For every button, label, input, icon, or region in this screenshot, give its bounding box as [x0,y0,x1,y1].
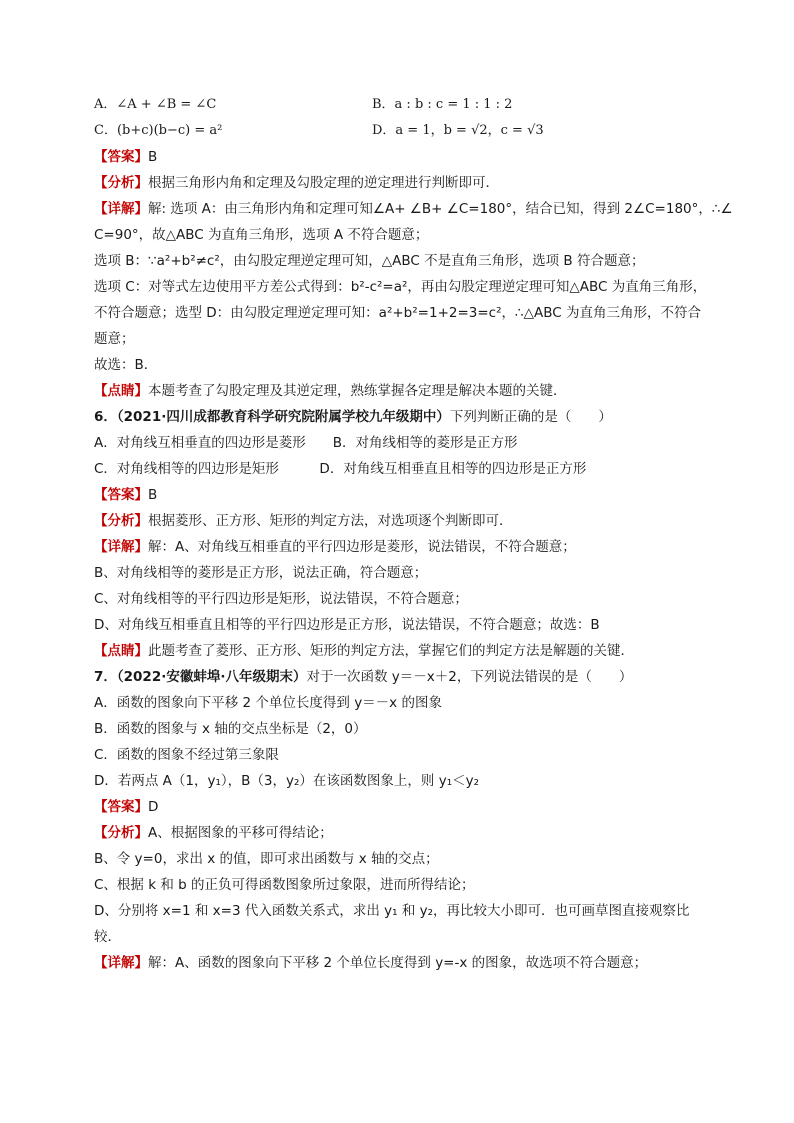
answer-tag: 【答案】 [94,799,148,815]
q7-analysis-line-2: B、令 y=0，求出 x 的值，即可求出函数与 x 轴的交点； [94,851,439,867]
q7-analysis-line-3: C、根据 k 和 b 的正负可得函数图象所过象限，进而所得结论； [94,877,475,893]
q6-answer [94,482,704,508]
q5-comment [94,378,704,404]
q7-analysis-line-5: 较． [94,929,121,945]
q5-options-cd [94,118,704,144]
analysis-tag: 【分析】 [94,825,148,841]
q5-detail-line-1 [94,196,733,222]
q7-answer [94,794,704,820]
q7-source: 7．（2022·安徽蚌埠·八年级期末） [94,669,307,685]
q6-stem: 下列判断正确的是（ ） [449,409,612,425]
q5-options-ab [94,92,704,118]
answer-tag: 【答案】 [94,487,148,503]
q5-detail-line-3: 选项 B：∵a²+b²≠c²，由勾股定理逆定理可知，△ABC 不是直角三角形，选项 B 符合题意； [94,253,645,269]
q7-analysis-text: A、根据图象的平移可得结论； [148,825,333,841]
q5-detail-text-1: 解: 选项 A：由三角形内角和定理可知∠A+ ∠B+ ∠C=180°，结合已知，得到 2∠C=180°，∴∠ [148,201,733,217]
analysis-tag: 【分析】 [94,513,148,529]
q5-detail-line-5: 不符合题意；选型 D：由勾股定理逆定理可知：a²+b²=1+2=3=c²，∴△ABC 为直角三角形，不符合 [94,305,701,321]
q6-analysis-text: 根据菱形、正方形、矩形的判定方法，对选项逐个判断即可． [148,513,513,529]
q7-heading [94,664,704,690]
detail-tag: 【详解】 [94,955,148,971]
q6-detail-text-1: 解：A、对角线互相垂直的平行四边形是菱形，说法错误，不符合题意； [148,539,576,555]
q5-option-c: C．(b+c)(b−c) = a² [94,123,223,138]
q6-answer-value: B [148,487,158,503]
q5-option-b: B．a : b : c = 1 : 1 : 2 [372,97,513,112]
q7-option-a: A．函数的图象向下平移 2 个单位长度得到 y＝－x 的图象 [94,695,442,711]
q5-detail-line-4: 选项 C：对等式左边使用平方差公式得到：b²-c²=a²，再由勾股定理逆定理可知△ABC 为直角三角形， [94,279,707,295]
q6-source: 6．（2021·四川成都教育科学研究院附属学校九年级期中） [94,409,450,425]
q5-answer [94,144,704,170]
detail-tag: 【详解】 [94,539,148,555]
detail-tag: 【详解】 [94,201,148,217]
q5-detail-line-6: 题意； [94,331,135,347]
q6-detail-line-2: B、对角线相等的菱形是正方形，说法正确，符合题意； [94,565,428,581]
q7-option-c: C．函数的图象不经过第三象限 [94,747,279,763]
q6-options-ab: A．对角线互相垂直的四边形是菱形 B．对角线相等的菱形是正方形 [94,435,518,451]
q5-detail-line-7: 故选：B． [94,357,158,373]
q6-detail-line-4: D、对角线互相垂直且相等的平行四边形是正方形，说法错误，不符合题意；故选：B [94,617,600,633]
q6-heading [94,404,704,430]
q7-stem: 对于一次函数 y＝－x＋2，下列说法错误的是（ ） [306,669,633,685]
q5-option-a: A．∠A + ∠B = ∠C [94,97,217,112]
q5-answer-value: B [148,149,158,165]
document-page [94,92,733,976]
q6-options-cd: C．对角线相等的四边形是矩形 D．对角线互相垂直且相等的四边形是正方形 [94,461,587,477]
q6-detail-line-1 [94,534,704,560]
q6-comment-text: 此题考查了菱形、正方形、矩形的判定方法，掌握它们的判定方法是解题的关键． [148,643,634,659]
q7-detail-line-1 [94,950,704,976]
q6-detail-line-3: C、对角线相等的平行四边形是矩形，说法错误，不符合题意； [94,591,468,607]
q7-answer-value: D [148,799,159,815]
q7-analysis-line-4: D、分别将 x=1 和 x=3 代入函数关系式，求出 y₁ 和 y₂，再比较大小即可．也可画草图直接观察比 [94,903,690,919]
comment-tag: 【点睛】 [94,383,148,399]
q7-option-b: B．函数的图象与 x 轴的交点坐标是（2，0） [94,721,367,737]
analysis-tag: 【分析】 [94,175,148,191]
q5-analysis [94,170,704,196]
q6-analysis [94,508,704,534]
q5-option-d: D．a = 1，b = √2，c = √3 [372,123,544,138]
comment-tag: 【点睛】 [94,643,148,659]
q7-option-d: D．若两点 A（1，y₁），B（3，y₂）在该函数图象上，则 y₁＜y₂ [94,773,480,789]
q7-analysis [94,820,704,846]
q5-detail-line-2: C=90°，故△ABC 为直角三角形，选项 A 不符合题意； [94,227,429,243]
q6-comment [94,638,704,664]
q7-detail-text-1: 解：A、函数的图象向下平移 2 个单位长度得到 y=-x 的图象，故选项不符合题意； [148,955,648,971]
q5-analysis-text: 根据三角形内角和定理及勾股定理的逆定理进行判断即可． [148,175,499,191]
q5-comment-text: 本题考查了勾股定理及其逆定理，熟练掌握各定理是解决本题的关键． [148,383,567,399]
answer-tag: 【答案】 [94,149,148,165]
